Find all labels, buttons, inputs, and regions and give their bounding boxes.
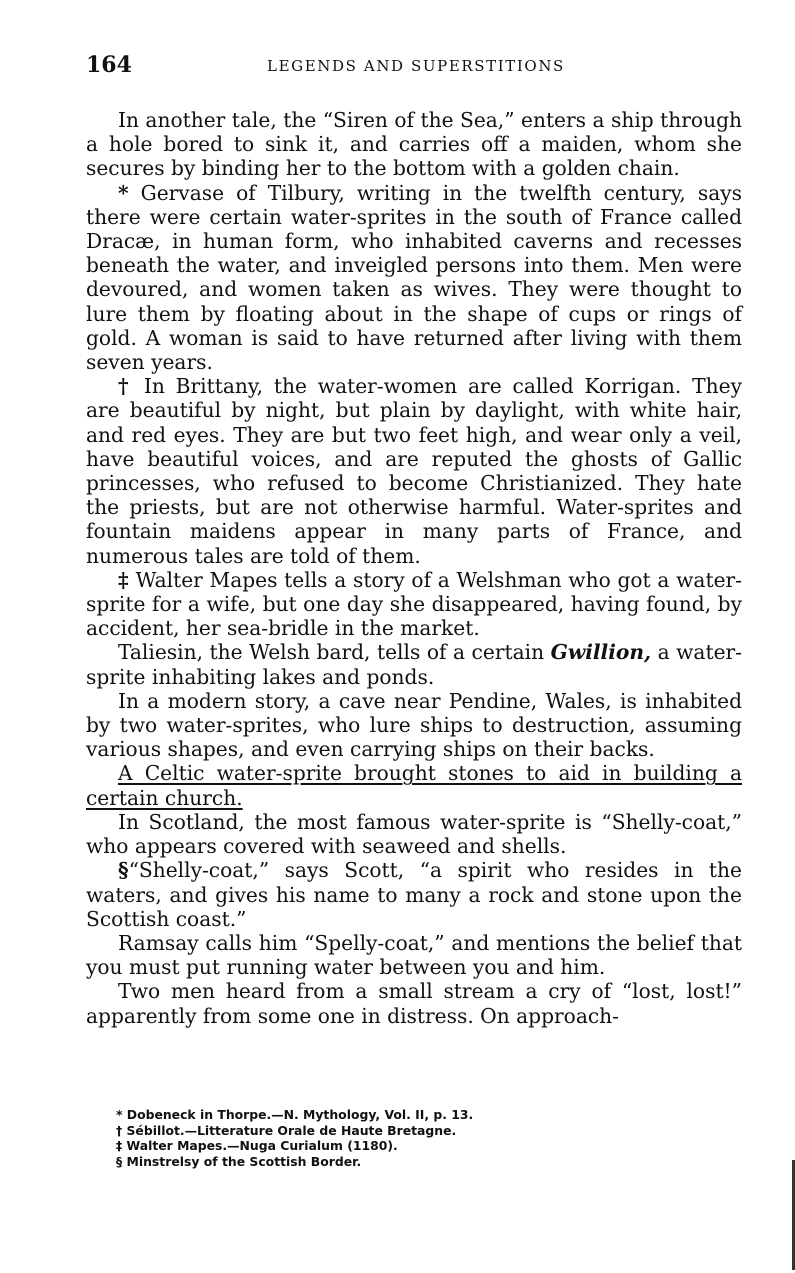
paragraph-text: Ramsay calls him “Spelly-coat,” and mentions the belief that you must put running water between you and him. xyxy=(86,930,742,980)
paragraph-text: In Scotland, the most famous water-sprite is “Shelly-coat,” who appears covered with seaweed and shells. xyxy=(86,809,742,859)
paragraph-pendine xyxy=(86,689,742,762)
paragraph-walter-mapes xyxy=(86,568,742,641)
paragraph-scotland xyxy=(86,810,742,858)
paragraph-brittany xyxy=(86,374,742,568)
paragraph-text: In another tale, the “Siren of the Sea,” enters a ship through a hole bored to sink it, and carries off a maiden, whom she secures by binding her to the bottom with a golden chain. xyxy=(86,108,742,181)
footnote-minstrelsy: § Minstrelsy of the Scottish Border. xyxy=(116,1153,362,1169)
page-header xyxy=(86,52,746,82)
running-head: LEGENDS AND SUPERSTITIONS xyxy=(267,57,565,75)
paragraph-text: “Shelly-coat,” says Scott, “a spirit who resides in the waters, and gives his name to many a rock and stone upon the Scottish coast.” xyxy=(86,858,742,931)
paragraph-text: In Brittany, the water-women are called Korrigan. They are beautiful by night, but plain by daylight, with white hair, and red eyes. They are but two feet high, and wear only a veil, have beautiful voices, and are reputed the ghosts of Gallic princesses, who refused to become Christianized. They hate the priests, but are not otherwise harmful. Water-sprites and fountain maidens appear in many parts of France, and numerous tales are told of them. xyxy=(86,374,742,568)
paragraph-text: Two men heard from a small stream a cry of “lost, lost!” apparently from some one in distress. On approach- xyxy=(86,979,742,1028)
paragraph-gervase xyxy=(86,181,742,375)
paragraph-text: Walter Mapes tells a story of a Welshman who got a water-sprite for a wife, but one day she disappeared, having found, by accident, her sea-bridle in the market. xyxy=(86,567,742,641)
paragraph-text: Gervase of Tilbury, writing in the twelfth century, says there were certain water-sprites in the south of France called Dracæ, in human form, who inhabited caverns and recesses beneath the water, and inveigled persons into them. Men were devoured, and women taken as wives. They were thought to lure them by floating about in the shape of cups or rings of gold. A woman is said to have returned after living with them seven years. xyxy=(86,180,742,375)
paragraph-two-men xyxy=(86,979,742,1027)
footnote-marker-section: § xyxy=(118,858,129,883)
italic-term: Gwillion, xyxy=(550,640,652,665)
footnote-marker-double-dagger: ‡ xyxy=(118,567,129,592)
footnotes xyxy=(116,1107,676,1169)
paragraph-text: A Celtic water-sprite brought stones to aid in building a certain church. xyxy=(86,761,742,810)
paragraph-scott-quote xyxy=(86,858,742,931)
page-number: 164 xyxy=(86,52,132,78)
paragraph-siren xyxy=(86,108,742,181)
body-text xyxy=(86,108,742,1028)
footnote-marker-dagger: † xyxy=(118,374,133,399)
paragraph-text: Taliesin, the Welsh bard, tells of a certain xyxy=(118,640,551,665)
footnote-dobeneck: * Dobeneck in Thorpe.—N. Mythology, Vol. II, p. 13. xyxy=(116,1107,474,1122)
footnote-walter-mapes: ‡ Walter Mapes.—Nuga Curialum (1180). xyxy=(116,1138,398,1153)
paragraph-celtic-church-underlined xyxy=(86,761,742,809)
paragraph-taliesin xyxy=(86,640,742,688)
footnote-marker-asterisk: * xyxy=(118,180,129,205)
paragraph-text: In a modern story, a cave near Pendine, Wales, is inhabited by two water-sprites, who lure ships to destruction, assuming various shapes, and even carrying ships on their backs. xyxy=(86,688,742,762)
paragraph-text: a water-sprite inhabiting lakes and ponds. xyxy=(86,640,742,689)
footnote-sebillot: † Sébillot.—Litterature Orale de Haute Bretagne. xyxy=(116,1122,457,1138)
paragraph-ramsay xyxy=(86,931,742,979)
